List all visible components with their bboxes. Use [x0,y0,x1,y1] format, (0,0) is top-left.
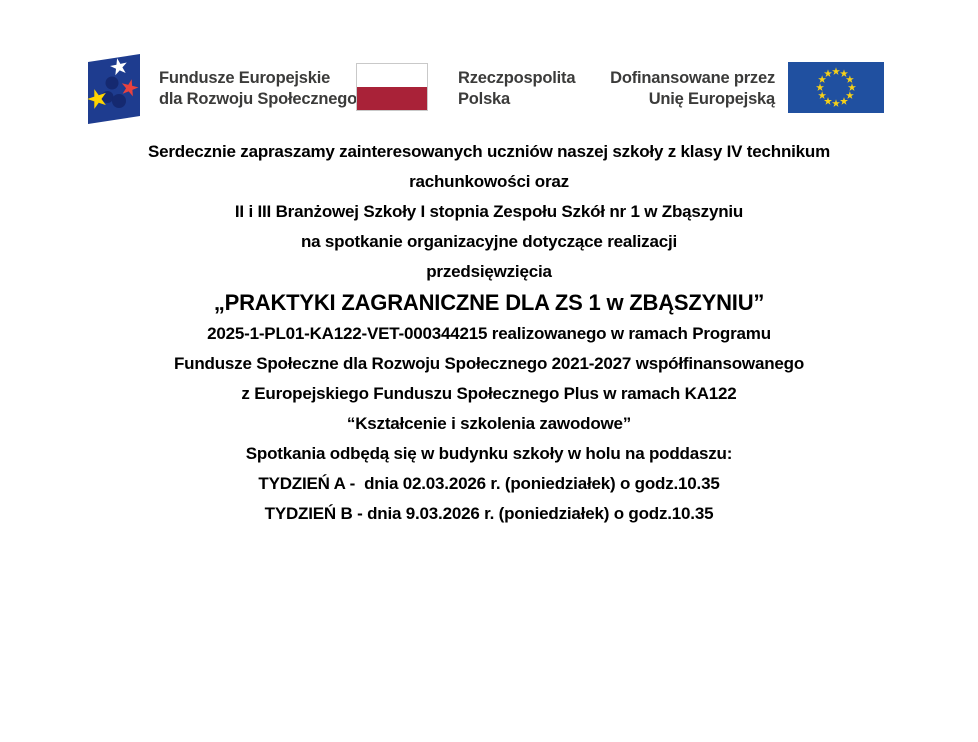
intro-line2: rachunkowości oraz [409,172,569,191]
program-funding-paragraph [0,349,978,409]
week-a-schedule-line [0,469,978,499]
eu-label-line2: Unię Europejską [648,90,775,108]
program-quote-text: “Kształcenie i szkolenia zawodowe” [346,414,632,433]
poland-flag-red-stripe [357,87,427,110]
fe-label-line1: Fundusze Europejskie [159,69,331,87]
intro-line3: II i III Branżowej Szkoły I stopnia Zespołu Szkół nr 1 w Zbąszyniu [234,202,744,221]
project-number-paragraph [0,319,978,349]
invite-line1: na spotkanie organizacyjne dotyczące realizacji [300,232,678,251]
fe-label-line2: dla Rozwoju Społecznego [159,90,357,108]
meeting-location-text: Spotkania odbędą się w budynku szkoły w holu na poddaszu: [245,444,733,463]
funding-logo-band [0,0,978,130]
project-title [0,287,978,319]
program-quote [0,409,978,439]
project-number-line: 2025-1-PL01-KA122-VET-000344215 realizowanego w ramach Programu [207,324,771,343]
week-b-schedule-line [0,499,978,529]
fundusze-europejskie-flag-icon [82,52,146,124]
meeting-location-line [0,439,978,469]
announcement-content [0,137,978,529]
week-b-text: TYDZIEŃ B - dnia 9.03.2026 r. (poniedziałek) o godz.10.35 [264,504,714,523]
program-line1: Fundusze Społeczne dla Rozwoju Społecznego 2021-2027 współfinansowanego [173,354,805,373]
pl-label-line2: Polska [458,90,510,108]
dofinansowane-przez-ue-label [545,68,775,110]
invite-line2: przedsięwzięcia [426,262,552,281]
program-line2: z Europejskiego Funduszu Społecznego Plus w ramach KA122 [241,384,737,403]
invitation-paragraph [0,227,978,287]
poland-flag-icon [356,63,428,111]
eu-label-line1: Dofinansowane przez [610,69,775,87]
project-title-text: „PRAKTYKI ZAGRANICZNE DLA ZS 1 w ZBĄSZYNIU” [213,290,765,315]
fundusze-europejskie-label [159,68,357,110]
week-a-text: TYDZIEŃ A - dnia 02.03.2026 r. (poniedziałek) o godz.10.35 [258,474,720,493]
poland-flag-white-stripe [357,64,427,87]
pl-label-line1: Rzeczpospolita [458,69,576,87]
intro-line1: Serdecznie zapraszamy zainteresowanych uczniów naszej szkoły z klasy IV technikum [147,142,831,161]
eu-flag-icon [788,62,884,113]
intro-paragraph [0,137,978,227]
